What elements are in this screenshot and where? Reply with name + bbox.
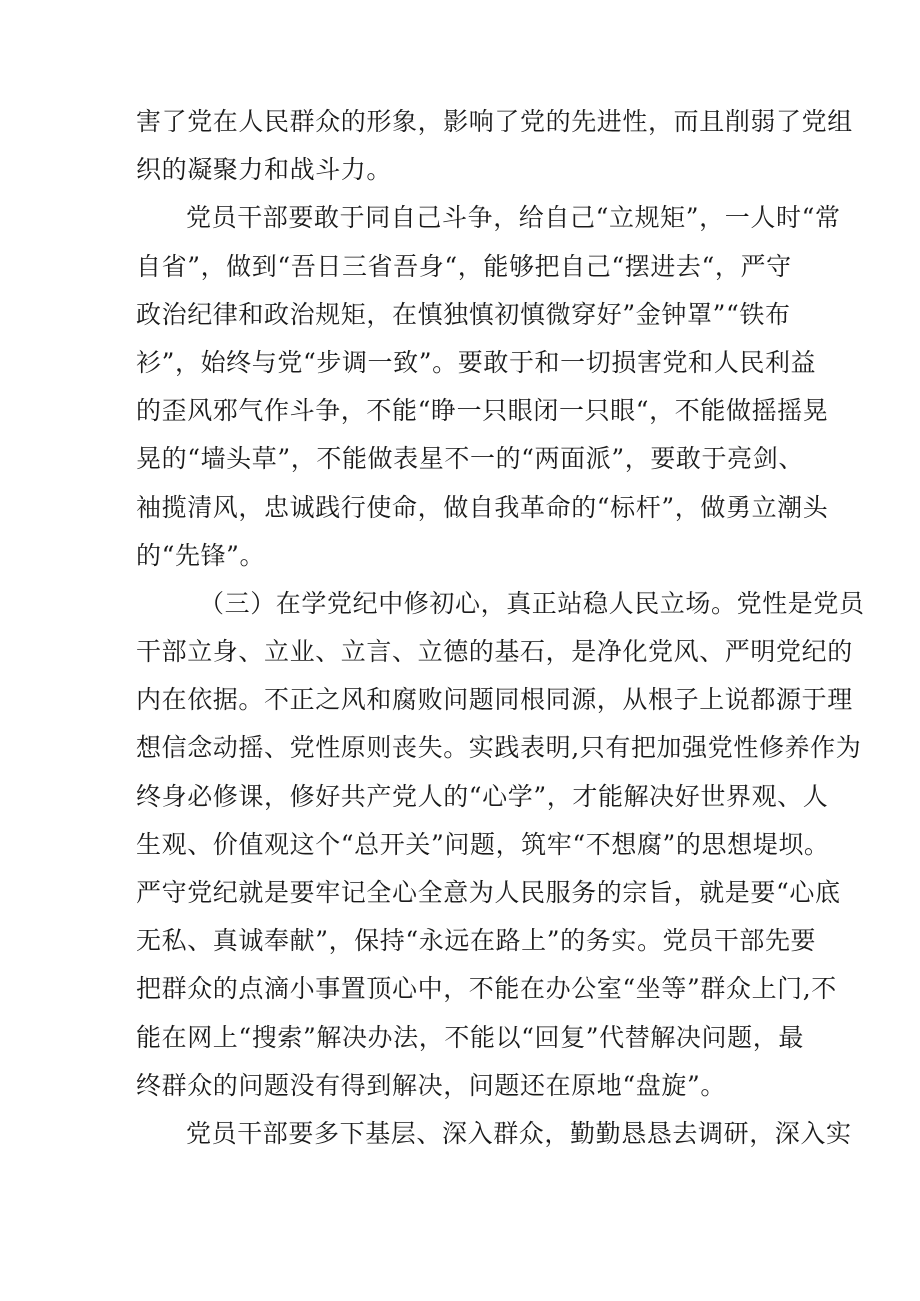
section-heading-line: （三）在学党纪中修初心，真正站稳人民立场。党性是党员 <box>199 588 865 618</box>
text-line: 织的凝聚力和战斗力。 <box>136 155 393 185</box>
text-line: 严守党纪就是要牢记全心全意为人民服务的宗旨，就是要“心底 <box>136 878 841 907</box>
text-line: 衫”，始终与党“步调一致”。要敢于和一切损害党和人民利益 <box>136 347 817 377</box>
text-line: 想信念动摇、党性原则丧失。实践表明,只有把加强党性修养作为 <box>136 733 862 763</box>
text-line: 干部立身、立业、立言、立德的基石，是净化党风、严明党纪的 <box>136 637 853 667</box>
text-line: 自省”，做到“吾日三省吾身“，能够把自己“摆进去“，严守 <box>136 251 792 281</box>
text-line: 害了党在人民群众的形象，影响了党的先进性，而且削弱了党组 <box>136 107 853 136</box>
text-line: 终身必修课，修好共产党人的“心学”，才能解决好世界观、人 <box>136 781 829 811</box>
text-line: 生观、价值观这个“总开关”问题，筑牢“不想腐”的思想堤坝。 <box>136 829 830 859</box>
text-line: 袖揽清风，忠诚践行使命，做自我革命的“标杆”，做勇立潮头 <box>136 492 829 522</box>
text-line: 终群众的问题没有得到解决，问题还在原地“盘旋”。 <box>136 1070 726 1100</box>
text-line: 的“先锋”。 <box>136 540 266 570</box>
paragraph-first-line: 党员干部要敢于同自己斗争，给自己“立规矩”，一人时“常 <box>186 203 841 233</box>
text-line: 内在依据。不正之风和腐败问题同根同源，从根子上说都源于理 <box>136 685 853 715</box>
text-line: 晃的“墙头草”，不能做表星不一的“两面派”，要敢于亮剑、 <box>136 444 804 474</box>
text-line: 政治纪律和政治规矩，在慎独慎初慎微穿好”金钟罩”“铁布 <box>136 299 791 329</box>
paragraph-first-line: 党员干部要多下基层、深入群众，勤勤恳恳去调研，深入实 <box>186 1118 852 1148</box>
text-line: 无私、真诚奉献”，保持“永远在路上”的务实。党员干部先要 <box>136 926 817 956</box>
text-line: 的歪风邪气作斗争，不能“睁一只眼闭一只眼“，不能做摇摇晃 <box>136 396 829 426</box>
body-text <box>136 98 865 1158</box>
text-line: 把群众的点滴小事置顶心中，不能在办公室“坐等”群众上门,不 <box>136 974 837 1004</box>
text-line: 能在网上“搜索”解决办法，不能以“回复”代替解决问题，最 <box>136 1022 804 1052</box>
